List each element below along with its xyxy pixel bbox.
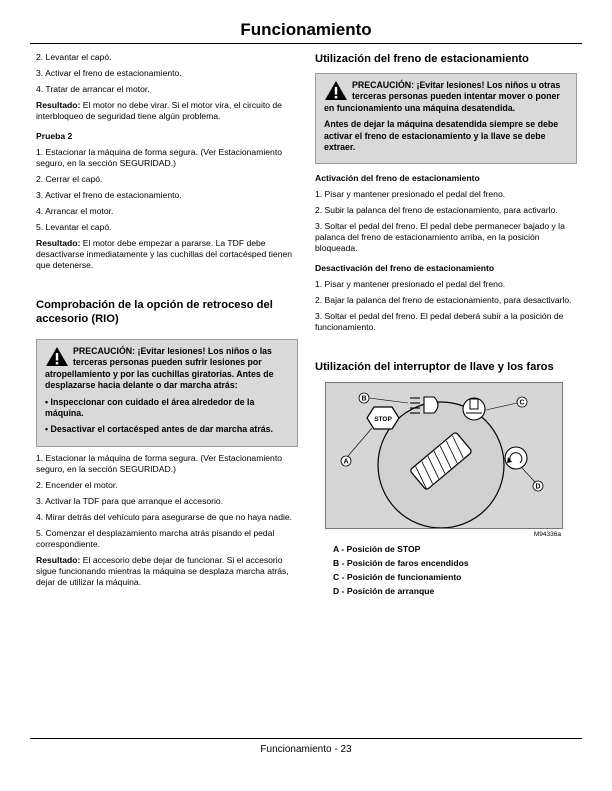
- right-column: [315, 52, 577, 600]
- key-section-title: Utilización del interruptor de llave y los faros: [315, 361, 554, 374]
- legend-item: B - Posición de faros encendidos: [333, 558, 469, 569]
- step: 2. Cerrar el capó.: [36, 174, 103, 184]
- step: 1. Estacionar la máquina de forma segura. (Ver Estacionamiento seguro, en la sección SEGURIDAD.): [36, 147, 283, 168]
- figure-legend: [315, 544, 577, 597]
- step: 5. Comenzar el desplazamiento marcha atrás pisando el pedal correspondiente.: [36, 527, 275, 549]
- result-paragraph: [36, 100, 298, 122]
- key-switch-figure: [325, 382, 563, 529]
- result-label: Resultado:: [36, 100, 81, 110]
- step: 2. Subir la palanca del freno de estacionamiento, para activarlo.: [315, 205, 558, 216]
- caution-text: PRECAUCIÓN: ¡Evitar lesiones! Los niños u otras terceras personas pueden intentar mover o poner en funcionamiento una máquina desatendida.: [324, 80, 561, 113]
- step: 2. Encender el motor.: [36, 479, 118, 490]
- caution-bullet: • Inspeccionar con cuidado el área alrededor de la máquina.: [45, 396, 255, 419]
- page-footer: Funcionamiento - 23: [260, 744, 352, 755]
- step: 4. Arrancar el motor.: [36, 206, 114, 216]
- result-text: El motor debe empezar a pararse. La TDF debe desactivarse inmediatamente y las cuchillas del cortacésped tienen que detenerse.: [36, 238, 293, 270]
- deactivation-heading: Desactivación del freno de estacionamiento: [315, 263, 495, 274]
- step: 5. Levantar el capó.: [36, 222, 112, 232]
- caution-text: PRECAUCIÓN: ¡Evitar lesiones! Los niños o las terceras personas pueden sufrir lesiones por atropellamiento y por las cuchillas giratorias. Antes de desplazarse hacia delante o dar marcha atrás:: [45, 346, 274, 391]
- key-switch-diagram: [326, 383, 562, 528]
- result-text: El accesorio debe dejar de funcionar. Si el accesorio sigue funcionando mientras la máquina se desplaza marcha atrás, dejar de utilizar la máquina.: [36, 554, 289, 587]
- step: 3. Activar el freno de estacionamiento.: [36, 190, 182, 200]
- left-column: [36, 52, 298, 593]
- caution-box: [315, 73, 577, 164]
- caution-box: [36, 339, 298, 447]
- step: 4. Tratar de arrancar el motor.: [36, 84, 150, 94]
- result-paragraph: [36, 238, 298, 271]
- rio-section-title: Comprobación de la opción de retroceso del accesorio (RIO): [36, 299, 273, 325]
- step: 4. Mirar detrás del vehículo para asegurarse de que no haya nadie.: [36, 511, 293, 522]
- step: 3. Activar el freno de estacionamiento.: [36, 68, 182, 78]
- caution-text: Antes de dejar la máquina desatendida siempre se debe activar el freno de estacionamiento y la llave se debe extraer.: [324, 119, 559, 153]
- footer-rule: [30, 738, 582, 739]
- step: 3. Soltar el pedal del freno. El pedal debe permanecer bajado y la palanca del freno de estacionamiento arriba, en la posición bloqueada.: [315, 221, 565, 254]
- step: 2. Levantar el capó.: [36, 52, 112, 62]
- caution-bullet: • Desactivar el cortacésped antes de dar marcha atrás.: [45, 424, 274, 435]
- callout-b: B: [361, 395, 367, 403]
- legend-item: D - Posición de arranque: [333, 586, 435, 597]
- step: 3. Soltar el pedal del freno. El pedal deberá subir a la posición de funcionamiento.: [315, 311, 564, 333]
- stop-label: STOP: [374, 416, 392, 424]
- result-text: El motor no debe virar. Si el motor vira, el circuito de interbloqueo de seguridad tiene algún problema.: [36, 100, 282, 121]
- figure-reference: M94336a: [533, 531, 561, 539]
- warning-icon: [45, 346, 69, 367]
- result-label: Resultado:: [36, 238, 81, 248]
- callout-d: D: [535, 483, 541, 491]
- run-icon: [463, 398, 485, 420]
- step: 3. Activar la TDF para que arranque el accesorio.: [36, 495, 224, 506]
- activation-heading: Activación del freno de estacionamiento: [315, 173, 480, 184]
- legend-item: A - Posición de STOP: [333, 544, 421, 555]
- brake-section-title: Utilización del freno de estacionamiento: [315, 53, 529, 65]
- step: 1. Pisar y mantener presionado el pedal del freno.: [315, 279, 506, 290]
- step: 2. Bajar la palanca del freno de estacionamiento, para desactivarlo.: [315, 295, 572, 306]
- callout-c: C: [519, 399, 525, 407]
- test2-heading: Prueba 2: [36, 131, 73, 141]
- step: 1. Pisar y mantener presionado el pedal del freno.: [315, 189, 506, 200]
- result-label: Resultado:: [36, 554, 81, 565]
- warning-icon: [324, 80, 348, 101]
- result-paragraph: [36, 555, 298, 588]
- callout-a: A: [343, 458, 349, 466]
- legend-item: C - Posición de funcionamiento: [333, 572, 462, 583]
- header-rule: [30, 43, 582, 44]
- page-title: Funcionamiento: [240, 20, 372, 39]
- start-icon: [505, 447, 527, 469]
- step: 1. Estacionar la máquina de forma segura. (Ver Estacionamiento seguro, en la sección SEGURIDAD.): [36, 452, 283, 474]
